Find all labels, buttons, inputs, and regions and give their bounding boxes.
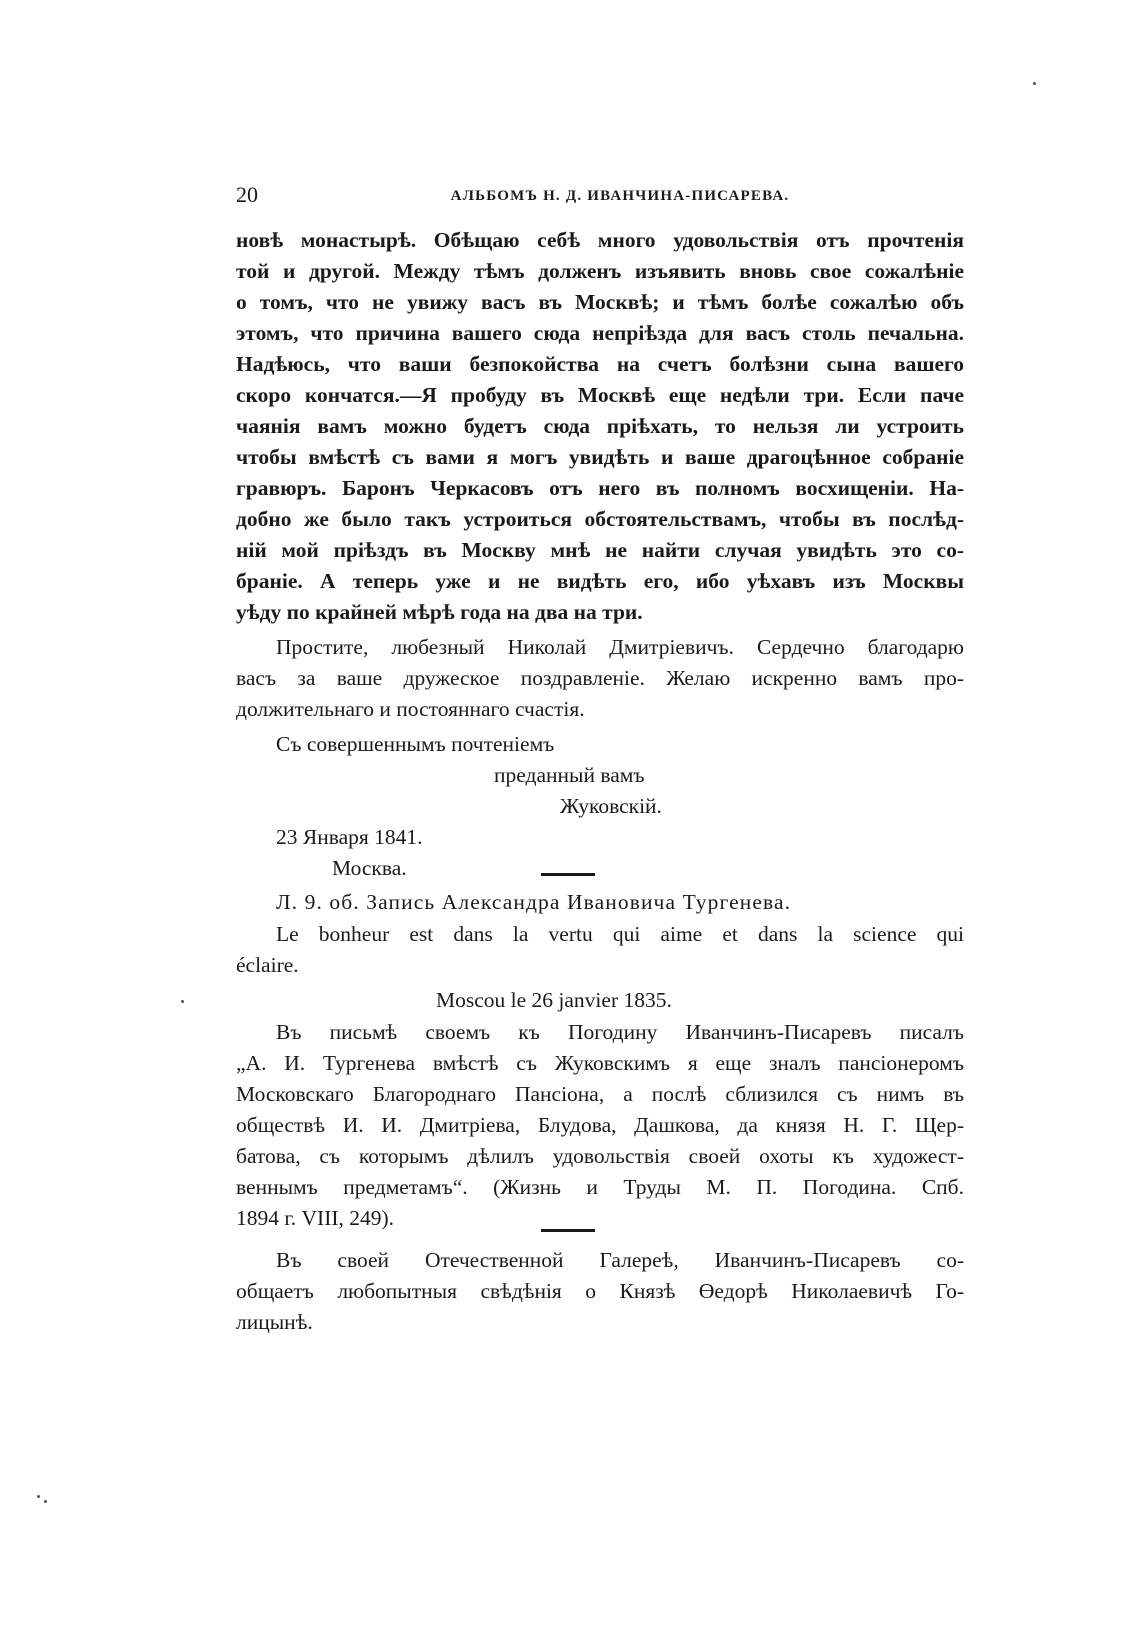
letter-place: Москва. bbox=[332, 856, 407, 880]
text-line: браніе. А теперь уже и не видѣть его, ибо уѣхавъ изъ Москвы bbox=[236, 569, 964, 593]
text-line: лицынѣ. bbox=[236, 1310, 313, 1334]
text-line: Надѣюсь, что ваши безпокойства на счетъ болѣзни сына вашего bbox=[236, 352, 964, 376]
section-divider bbox=[541, 1229, 595, 1232]
text-line: чтобы вмѣстѣ съ вами я могъ увидѣть и ваше драгоцѣнное собраніе bbox=[236, 445, 964, 469]
text-line: Простите, любезный Николай Дмитріевичъ. Сердечно благодарю bbox=[276, 635, 964, 659]
text-line: Въ письмѣ своемъ къ Погодину Иванчинъ-Писаревъ писалъ bbox=[276, 1020, 964, 1044]
scan-speck bbox=[181, 1000, 184, 1003]
text-line: о томъ, что не увижу васъ въ Москвѣ; и тѣмъ болѣе сожалѣю объ bbox=[236, 290, 964, 314]
page-header bbox=[236, 180, 964, 210]
letter-date: 23 Января 1841. bbox=[276, 825, 423, 849]
text-line: скоро кончатся.—Я пробуду въ Москвѣ еще недѣли три. Если паче bbox=[236, 383, 964, 407]
text-line: ній мой пріѣздъ въ Москву мнѣ не найти случая увидѣть это со- bbox=[236, 538, 964, 562]
text-line: новѣ монастырѣ. Обѣщаю себѣ много удовольствія отъ прочтенія bbox=[236, 228, 964, 252]
scan-speck bbox=[37, 1495, 40, 1498]
section-divider bbox=[541, 873, 595, 876]
text-line: веннымъ предметамъ“. (Жизнь и Труды М. П. Погодина. Спб. bbox=[236, 1175, 964, 1199]
entry-heading: Л. 9. об. Запись Александра Ивановича Тургенева. bbox=[276, 890, 792, 914]
french-quote-line: éclaire. bbox=[236, 953, 299, 977]
text-line: васъ за ваше дружеское поздравленіе. Желаю искренно вамъ про- bbox=[236, 666, 964, 690]
text-line: должительнаго и постояннаго счастія. bbox=[236, 697, 585, 721]
text-line: обществѣ И. И. Дмитріева, Блудова, Дашкова, да князя Н. Г. Щер- bbox=[236, 1113, 964, 1137]
scan-speck bbox=[44, 1500, 47, 1503]
signature: Жуковскій. bbox=[560, 794, 662, 818]
scan-speck bbox=[1033, 82, 1036, 85]
text-line: уѣду по крайней мѣрѣ года на два на три. bbox=[236, 600, 643, 624]
text-line: Въ своей Отечественной Галереѣ, Иванчинъ-Писаревъ со- bbox=[276, 1248, 964, 1272]
text-line: этомъ, что причина вашего сюда непріѣзда для васъ столь печальна. bbox=[236, 321, 964, 345]
text-line: гравюръ. Баронъ Черкасовъ отъ него въ полномъ восхищеніи. На- bbox=[236, 476, 964, 500]
text-line: чаянія вамъ можно будетъ сюда пріѣхать, то нельзя ли устроить bbox=[236, 414, 964, 438]
text-line: той и другой. Между тѣмъ долженъ изъявить вновь свое сожалѣніе bbox=[236, 259, 964, 283]
devoted-line: преданный вамъ bbox=[494, 763, 645, 787]
text-line: общаетъ любопытныя свѣдѣнія о Князѣ Өедорѣ Николаевичѣ Го- bbox=[236, 1279, 964, 1303]
text-line: Московскаго Благороднаго Пансіона, а послѣ сблизился съ нимъ въ bbox=[236, 1082, 964, 1106]
text-line: батова, съ которымъ дѣлилъ удовольствія своей охоты къ художест- bbox=[236, 1144, 964, 1168]
french-quote-line: Le bonheur est dans la vertu qui aime et dans la science qui bbox=[276, 922, 964, 946]
running-title: АЛЬБОМЪ Н. Д. ИВАНЧИНА-ПИСАРЕВА. bbox=[450, 188, 790, 204]
salutation: Съ совершеннымъ почтеніемъ bbox=[276, 732, 555, 756]
text-line: 1894 г. VIII, 249). bbox=[236, 1206, 395, 1230]
french-dateline: Moscou le 26 janvier 1835. bbox=[436, 988, 672, 1012]
page-number: 20 bbox=[236, 182, 258, 207]
text-line: добно же было такъ устроиться обстоятельствамъ, чтобы въ послѣд- bbox=[236, 507, 964, 531]
text-line: „А. И. Тургенева вмѣстѣ съ Жуковскимъ я еще зналъ пансіонеромъ bbox=[236, 1051, 964, 1075]
